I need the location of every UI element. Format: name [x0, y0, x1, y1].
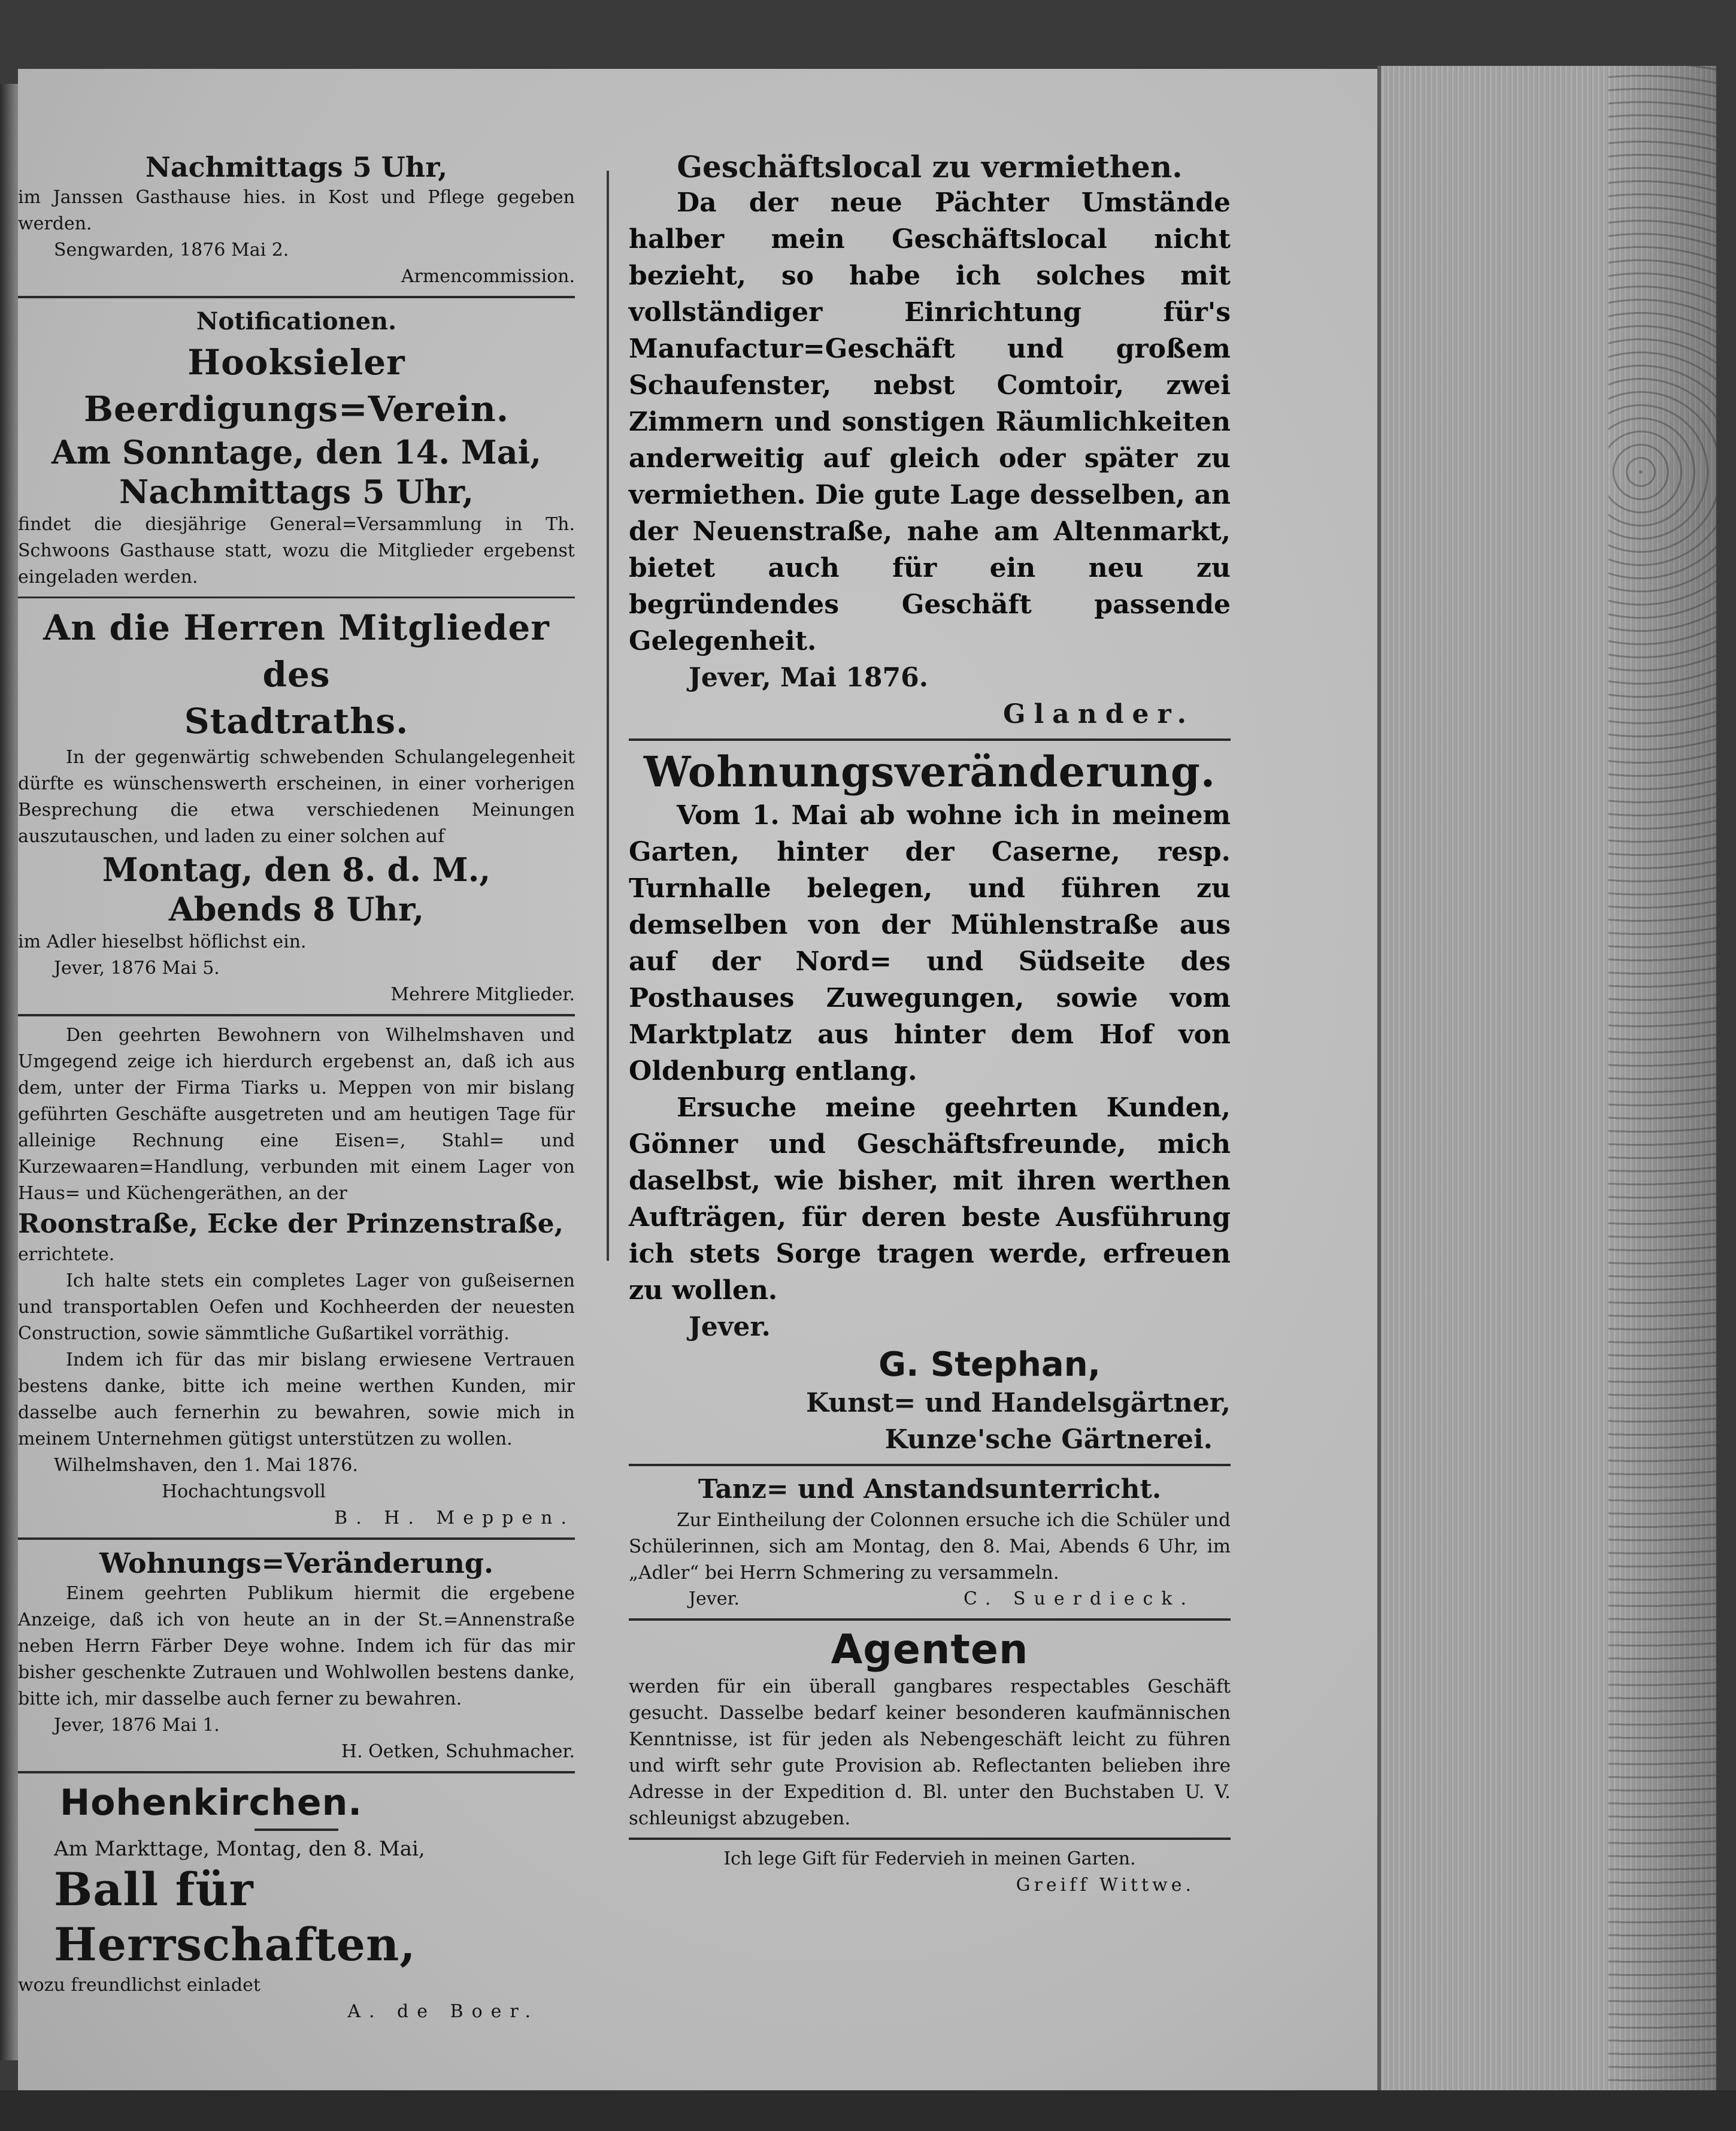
ad-body: im Janssen Gasthause hies. in Kost und Pflege gegeben werden. [18, 187, 575, 234]
ad-signature: Mehrere Mitglieder. [390, 984, 575, 1005]
ad-separator [18, 296, 575, 298]
ad-signature: B. H. Meppen. [334, 1508, 575, 1528]
ad-separator [18, 1771, 575, 1773]
ad-stephan [629, 747, 1231, 1458]
ad-date: Jever. [689, 1312, 771, 1342]
ad-subheading: Am Sonntage, den 14. Mai, [51, 433, 541, 471]
ad-tanzunterricht [629, 1472, 1231, 1612]
ad-signature-title: Kunze'sche Gärtnerei. [884, 1424, 1213, 1455]
ad-stadtrath [18, 604, 575, 1008]
ad-heading: Hohenkirchen. [60, 1782, 363, 1824]
ad-date: Jever, 1876 Mai 5. [54, 958, 220, 979]
ad-greeting: Hochachtungsvoll [162, 1481, 326, 1502]
ad-body: Ersuche meine geehrten Kunden, Gönner und Geschäftsfreunde, mich daselbst, wie bisher, mit ihren werthen Aufträgen, für deren beste Ausführung ich stets Sorge tragen werde, erfreuen zu wollen. [629, 1092, 1231, 1306]
ad-separator [629, 738, 1231, 741]
ad-body: Vom 1. Mai ab wohne ich in meinem Garten, hinter der Caserne, resp. Turnhalle belegen, und führen zu demselben von der Mühlenstraße aus auf der Nord= und Südseite des Posthauses Zuwegungen, sowie vom Marktplatz aus hinter dem Hof von Oldenburg entlang. [629, 800, 1231, 1086]
ad-beerdigungs-verein [18, 304, 575, 591]
ad-body: findet die diesjährige General=Versammlung in Th. Schwoons Gasthause statt, wozu die Mitglieder ergebenst eingeladen werden. [18, 514, 575, 588]
ad-subheading: Nachmittags 5 Uhr, [119, 473, 474, 511]
ad-heading: Wohnungs=Veränderung. [99, 1547, 493, 1579]
ad-separator [18, 597, 575, 598]
ad-separator [18, 1537, 575, 1540]
column-divider [607, 171, 609, 1261]
ad-date: Sengwarden, 1876 Mai 2. [54, 240, 289, 261]
ad-body: wozu freundlichst einladet [18, 1975, 260, 1996]
section-heading: Notificationen. [196, 307, 397, 335]
ad-body: Zur Eintheilung der Colonnen ersuche ich die Schüler und Schülerinnen, sich am Montag, den 8. Mai, Abends 6 Uhr, im „Adler“ bei Herrn Schmering zu versammeln. [629, 1509, 1231, 1584]
right-column [629, 150, 1231, 1899]
ad-greiff [629, 1846, 1231, 1899]
ad-date-heading: Montag, den 8. d. M., [102, 850, 491, 889]
background-bottom [0, 2090, 1736, 2131]
ad-body: Da der neue Pächter Umstände halber mein Geschäftslocal nicht bezieht, so habe ich solches mit vollständiger Einrichtung für's Manufactur=Geschäft und großem Schaufenster, nebst Comtoir, zwei Zimmern und sonstigen Räumlichkeiten anderweitig auf gleich oder später zu vermiethen. Die gute Lage desselben, an der Neuenstraße, nahe am Altenmarkt, bietet auch für ein neu zu begründendes Geschäft passende Gelegenheit. [629, 187, 1231, 656]
ad-body: Indem ich für das mir bislang erwiesene Vertrauen bestens danke, bitte ich meine werthen Kunden, mir dasselbe auch fernerhin zu bewahren, sowie mich in meinem Unternehmen gütigst unterstützen zu wollen. [18, 1349, 575, 1449]
ad-hohenkirchen [18, 1779, 575, 2025]
left-column [18, 150, 575, 2025]
ad-date: Wilhelmshaven, den 1. Mai 1876. [54, 1455, 358, 1476]
ad-body: Ich lege Gift für Federvieh in meinen Garten. [723, 1848, 1136, 1869]
ad-signature: G. Stephan, [878, 1345, 1101, 1384]
page-stack-edge [1377, 66, 1716, 2096]
ad-date: Jever, Mai 1876. [689, 662, 929, 693]
ad-time-heading: Abends 8 Uhr, [168, 890, 425, 928]
ad-body: im Adler hieselbst höflichst ein. [18, 931, 307, 952]
ad-separator [18, 1014, 575, 1016]
ad-heading: Nachmittags 5 Uhr, [145, 151, 448, 183]
ad-footer [629, 1586, 1231, 1612]
ad-date: Jever. [689, 1588, 740, 1609]
ad-geschaeftslocal [629, 150, 1231, 732]
ad-heading: Tanz= und Anstandsunterricht. [698, 1474, 1162, 1505]
ad-heading: Stadtraths. [184, 701, 409, 741]
ad-heading: Geschäftslocal zu vermiethen. [677, 149, 1183, 184]
ad-agenten [629, 1627, 1231, 1832]
ad-meppen [18, 1022, 575, 1531]
ad-signature: Glander. [1002, 699, 1195, 729]
ad-signature: C. Suerdieck. [964, 1588, 1195, 1609]
ad-body: In der gegenwärtig schwebenden Schulangelegenheit dürfte es wünschenswerth erscheinen, in einer vorherigen Besprechung die etwa verschiedenen Meinungen auszutauschen, und laden zu einer solchen auf [18, 747, 575, 847]
ad-signature-title: Kunst= und Handelsgärtner, [806, 1388, 1231, 1418]
ad-heading: Hooksieler Beerdigungs=Verein. [83, 342, 510, 429]
ad-address: Roonstraße, Ecke der Prinzenstraße, [18, 1209, 563, 1239]
ad-signature: H. Oetken, Schuhmacher. [341, 1741, 575, 1762]
ad-signature: Greiff Wittwe. [1016, 1875, 1195, 1896]
ad-oetken [18, 1546, 575, 1765]
ad-signature: A. de Boer. [347, 2001, 539, 2022]
ad-separator [629, 1618, 1231, 1621]
ad-body: Den geehrten Bewohnern von Wilhelmshaven und Umgegend zeige ich hierdurch ergebenst an, daß ich aus dem, unter der Firma Tiarks u. Meppen von mir bislang geführten Geschäfte ausgetreten und am heutigen Tage für alleinige Rechnung eine Eisen=, Stahl= und Kurzewaaren=Handlung, verbunden mit einem Lager von Haus= und Küchengeräthen, an der [18, 1025, 575, 1204]
ad-sengwarden [18, 150, 575, 290]
ad-subheading: Ball für Herrschaften, [54, 1863, 416, 1971]
ad-body: werden für ein überall gangbares respectables Geschäft gesucht. Dasselbe bedarf keiner besonderen kaufmännischen Kenntnisse, ist für jeden als Nebengeschäft leicht zu führen und wirft sehr gute Provision ab. Reflectanten belieben ihre Adresse in der Expedition d. Bl. unter den Buchstaben U. V. schleunigst abzugeben. [629, 1676, 1231, 1829]
ad-heading: An die Herren Mitglieder des [43, 607, 550, 695]
ad-heading: Wohnungsveränderung. [643, 747, 1216, 797]
ornament-rule [255, 1829, 338, 1831]
ad-separator [629, 1464, 1231, 1466]
ad-body: errichtete. [18, 1244, 115, 1265]
ad-body: Ich halte stets ein completes Lager von gußeisernen und transportablen Oefen und Kochheerden der neuesten Construction, sowie sämmtliche Gußartikel vorräthig. [18, 1270, 575, 1344]
ad-signature: Armencommission. [401, 266, 575, 287]
ad-body: Am Markttage, Montag, den 8. Mai, [54, 1837, 425, 1861]
ad-heading: Agenten [831, 1626, 1029, 1673]
ad-separator [629, 1838, 1231, 1840]
ad-date: Jever, 1876 Mai 1. [54, 1715, 220, 1736]
ad-body: Einem geehrten Publikum hiermit die ergebene Anzeige, daß ich von heute an in der St.=Annenstraße neben Herrn Färber Deye wohne. Indem ich für das mir bisher geschenkte Zutrauen und Wohlwollen bestens danke, bitte ich, mir dasselbe auch ferner zu bewahren. [18, 1583, 575, 1709]
